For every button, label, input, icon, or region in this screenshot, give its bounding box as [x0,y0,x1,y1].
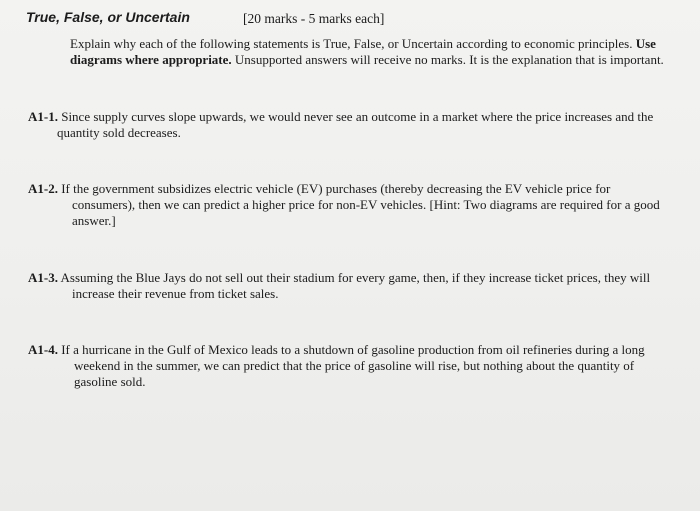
question-label: A1-2. [28,181,58,196]
question-a1-3 [28,270,676,302]
question-text: Since supply curves slope upwards, we would never see an outcome in a market where the price increases and the [61,109,654,124]
question-first-line [28,270,676,286]
marks-allocation: [20 marks - 5 marks each] [243,11,385,26]
question-text: If the government subsidizes electric vehicle (EV) purchases (thereby decreasing the EV vehicle price for [61,181,611,196]
question-a1-1 [28,109,676,141]
instructions-paragraph [70,36,680,68]
question-first-line [28,342,668,358]
heading-line [26,9,385,27]
question-continuation: increase their revenue from ticket sales. [72,286,279,301]
question-first-line [28,109,676,125]
question-text: Assuming the Blue Jays do not sell out their stadium for every game, then, if they increase ticket prices, they will [60,270,651,285]
question-continuation: quantity sold decreases. [57,125,181,140]
question-text: If a hurricane in the Gulf of Mexico leads to a shutdown of gasoline production from oil refineries during a long [61,342,645,357]
instructions-emphasis: Use diagrams where appropriate. [70,36,656,67]
question-a1-2 [28,181,674,229]
instructions-text: Explain why each of the following statements is True, False, or Uncertain according to economic principles. [70,36,636,51]
question-first-line [28,181,674,197]
question-a1-4 [28,342,668,390]
question-label: A1-1. [28,109,58,124]
section-title: True, False, or Uncertain [26,9,190,25]
question-label: A1-4. [28,342,58,357]
question-continuation: weekend in the summer, we can predict that the price of gasoline will rise, but nothing about the quantity of gasoline sold. [74,358,635,389]
question-continuation: consumers), then we can predict a higher price for non-EV vehicles. [Hint: Two diagrams are required for a good answer.] [72,197,660,228]
instructions-text-end: Unsupported answers will receive no marks. It is the explanation that is important. [231,52,664,67]
question-label: A1-3. [28,270,58,285]
